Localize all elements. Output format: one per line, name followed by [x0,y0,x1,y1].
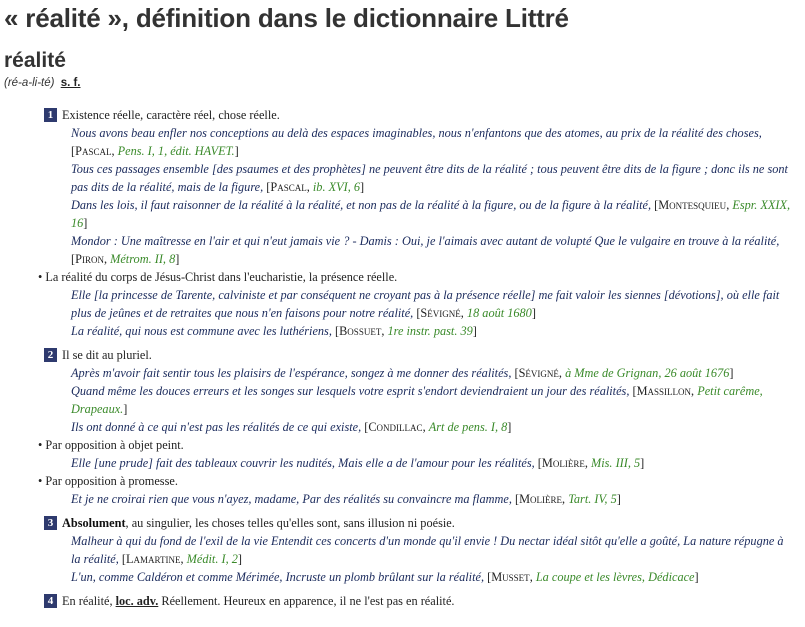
citation-source: [Condillac, Art de pens. I, 8] [364,420,512,434]
citation-ref[interactable]: Art de pens. I, 8 [428,420,508,434]
sub-sense: • La réalité du corps de Jésus-Christ dans l'eucharistie, la présence réelle. [38,270,398,284]
citation-ref[interactable]: à Mme de Grignan, 26 août 1676 [565,366,730,380]
citation: Malheur à qui du fond de l'exil de la vie Entendit ces concerts d'un monde qu'il envie ! Du nectar idéal sitôt qu'elle a goûté, La nature répugne à la réalité, [Lamartine, Médit. I, 2] [71,534,784,566]
citation-ref[interactable]: 18 août 1680 [466,306,532,320]
citation-author[interactable]: Bossuet [339,324,382,338]
citation-author[interactable]: Pascal [270,180,307,194]
sense-definition: En réalité, loc. adv. Réellement. Heureux en apparence, il ne l'est pas en réalité. [62,594,455,608]
sub-sense: • Par opposition à promesse. [38,474,178,488]
citation-ref[interactable]: Petit carême, Drapeaux. [71,384,763,416]
citation: Dans les lois, il faut raisonner de la réalité à la réalité, et non pas de la réalité à la figure, ou de la figure à la réalité, [Montesquieu, Espr. XXIX, 16] [71,198,791,230]
citation-source: [Sévigné, 18 août 1680] [416,306,536,320]
citation-source: [Massillon, Petit carême, Drapeaux.] [71,384,763,416]
citations-3 [71,532,794,586]
citation-author[interactable]: Sévigné [518,366,559,380]
sense-2 [44,346,794,364]
citation: Elle [une prude] fait des tableaux couvrir les nudités, Mais elle a de l'amour pour les réalités, [Molière, Mis. III, 5] [71,456,645,470]
citation-author[interactable]: Musset [491,570,530,584]
citation-author[interactable]: Piron [75,252,104,266]
sub-sense: • Par opposition à objet peint. [38,438,184,452]
citation-ref[interactable]: 1re instr. past. 39 [387,324,473,338]
sense-number: 3 [44,516,57,530]
citation-ref[interactable]: Médit. I, 2 [186,552,238,566]
citation-author[interactable]: Montesquieu [658,198,727,212]
pronunciation-line [4,77,81,89]
citations-2 [38,364,794,508]
sense-1 [44,106,794,124]
citation-source: [Lamartine, Médit. I, 2] [121,552,242,566]
loc-adv-label: loc. adv. [115,594,159,608]
citation: La réalité, qui nous est commune avec les luthériens, [Bossuet, 1re instr. past. 39] [71,324,477,338]
sense-definition: Il se dit au pluriel. [62,348,152,362]
sense-3 [44,514,794,532]
sense-number: 4 [44,594,57,608]
citation: Ils ont donné à ce qui n'est pas les réalités de ce qui existe, [Condillac, Art de pens. I, 8] [71,420,512,434]
citation: Après m'avoir fait sentir tous les plaisirs de l'espérance, songez à me donner des réalités, [Sévigné, à Mme de Grignan, 26 août 1676] [71,366,734,380]
citation-ref[interactable]: Pens. I, 1, édit. HAVET. [117,144,235,158]
sense-number: 2 [44,348,57,362]
part-of-speech: s. f. [60,77,81,89]
citation-source: [Montesquieu, Espr. XXIX, 16] [71,198,791,230]
citation: Nous avons beau enfler nos conceptions au delà des espaces imaginables, nous n'enfantons que des atomes, au prix de la réalité des choses, [Pascal, Pens. I, 1, édit. HAVET.] [71,126,762,158]
citation-author[interactable]: Condillac [368,420,423,434]
citation-source: [Molière, Mis. III, 5] [537,456,645,470]
page-title: « réalité », définition dans le dictionnaire Littré [4,3,569,33]
citation-ref[interactable]: Tart. IV, 5 [568,492,617,506]
citation: Mondor : Une maîtresse en l'air et qui n'eut jamais vie ? - Damis : Oui, je l'aimais avec autant de volupté Que le vulgaire en trouve à la réalité, [Piron, Métrom. II, 8] [71,234,780,266]
citation-ref[interactable]: ib. XVI, 6 [312,180,361,194]
citation-ref[interactable]: Métrom. II, 8 [110,252,176,266]
citation-source: [Piron, Métrom. II, 8] [71,252,180,266]
entry-content [38,106,794,610]
citation-author[interactable]: Lamartine [126,552,181,566]
phonetic: (ré-a-li-té) [4,77,55,89]
entry-word: réalité [4,49,66,72]
citation-author[interactable]: Molière [541,456,585,470]
sense-number: 1 [44,108,57,122]
citation-ref[interactable]: Mis. III, 5 [590,456,641,470]
sense-definition: Existence réelle, caractère réel, chose réelle. [62,108,280,122]
citation-ref[interactable]: Espr. XXIX, 16 [71,198,791,230]
sense-4 [44,592,794,610]
citation: Elle [la princesse de Tarente, calviniste et par conséquent ne croyant pas à la présence réelle] me fait valoir les siennes [dévotions], où elle fait plus de jeûnes et de retraites que nous n'en faisons pour notre réalité, [Sévigné, 18 août 1680] [71,288,780,320]
citation-author[interactable]: Massillon [636,384,692,398]
citation: Quand même les douces erreurs et les songes sur lesquels votre esprit s'endort deviendraient un jour des réalités, [Massillon, Petit carême, Drapeaux.] [71,384,763,416]
citation-source: [Pascal, ib. XVI, 6] [266,180,365,194]
citation-source: [Pascal, Pens. I, 1, édit. HAVET.] [71,144,239,158]
citation: Tous ces passages ensemble [des psaumes et des prophètes] ne peuvent être dits de la réalité ; tous peuvent être dits de la figure ; donc ils ne sont pas dits de la réalité, mais de la figure, [Pascal, ib. XVI, 6] [71,162,788,194]
sense-definition: Absolument, au singulier, les choses telles qu'elles sont, sans illusion ni poésie. [62,516,455,530]
citations-1 [38,124,794,340]
citation-source: [Molière, Tart. IV, 5] [514,492,621,506]
citation: Et je ne croirai rien que vous n'ayez, madame, Par des réalités su convaincre ma flamme, [Molière, Tart. IV, 5] [71,492,621,506]
citation-author[interactable]: Molière [519,492,563,506]
citation-source: [Musset, La coupe et les lèvres, Dédicace] [487,570,699,584]
citation-ref[interactable]: La coupe et les lèvres, Dédicace [535,570,695,584]
citation: L'un, comme Caldéron et comme Mérimée, Incruste un plomb brûlant sur la réalité, [Musset, La coupe et les lèvres, Dédicace] [71,570,699,584]
citation-author[interactable]: Sévigné [420,306,461,320]
citation-author[interactable]: Pascal [75,144,112,158]
citation-source: [Sévigné, à Mme de Grignan, 26 août 1676] [514,366,734,380]
citation-source: [Bossuet, 1re instr. past. 39] [335,324,477,338]
